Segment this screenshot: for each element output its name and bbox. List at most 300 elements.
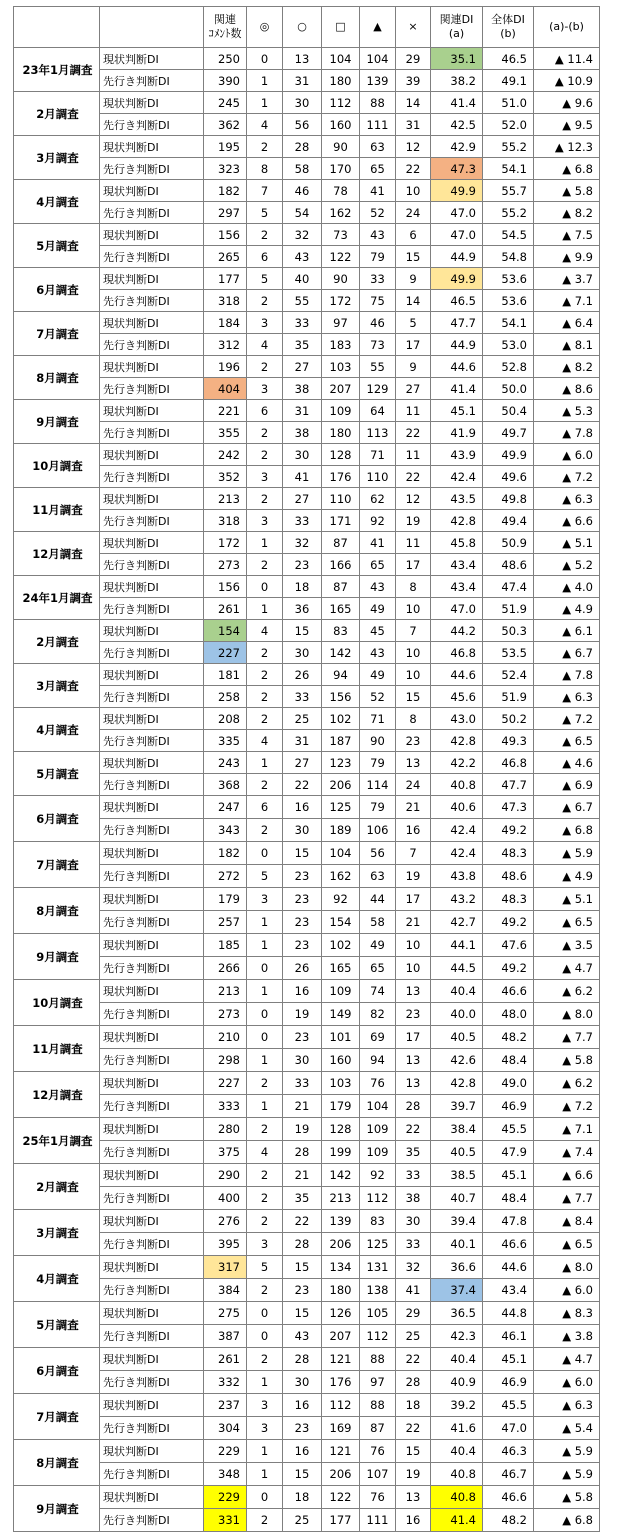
double-circle-cell: 0 [247, 842, 283, 865]
table-row [14, 1026, 600, 1049]
cross-cell: 22 [396, 1417, 431, 1440]
cross-cell: 41 [396, 1279, 431, 1302]
double-circle-cell: 2 [247, 1348, 283, 1371]
related-di-cell: 42.4 [431, 842, 483, 865]
header-related-di-text: 関連DI (a) [439, 13, 474, 40]
square-cell: 139 [322, 1210, 360, 1233]
difference-cell: ▲ 5.8 [534, 180, 600, 202]
overall-di-cell: 46.9 [483, 1371, 534, 1394]
triangle-cell: 109 [360, 1141, 396, 1164]
square-cell: 213 [322, 1187, 360, 1210]
table-row [14, 708, 600, 730]
table-row [14, 1072, 600, 1095]
di-kind-cell: 先行き判断DI [100, 422, 204, 444]
double-circle-cell: 5 [247, 202, 283, 224]
cross-cell: 15 [396, 686, 431, 708]
double-circle-cell: 2 [247, 686, 283, 708]
table-row [14, 865, 600, 888]
double-circle-cell: 1 [247, 980, 283, 1003]
related-di-cell: 40.0 [431, 1003, 483, 1026]
circle-cell: 27 [283, 488, 322, 510]
triangle-cell: 125 [360, 1233, 396, 1256]
difference-cell: ▲ 5.8 [534, 1049, 600, 1072]
square-cell: 90 [322, 268, 360, 290]
difference-cell: ▲ 8.4 [534, 1210, 600, 1233]
comment-count-cell: 387 [204, 1325, 247, 1348]
di-kind-cell: 先行き判断DI [100, 1371, 204, 1394]
double-circle-cell: 2 [247, 224, 283, 246]
header-row [14, 7, 600, 48]
table-row [14, 620, 600, 642]
triangle-cell: 87 [360, 1417, 396, 1440]
di-kind-cell: 現状判断DI [100, 92, 204, 114]
comment-count-cell: 179 [204, 888, 247, 911]
table-row [14, 1233, 600, 1256]
cross-cell: 10 [396, 598, 431, 620]
di-kind-cell: 現状判断DI [100, 268, 204, 290]
triangle-cell: 105 [360, 1302, 396, 1325]
circle-cell: 23 [283, 554, 322, 576]
overall-di-cell: 54.1 [483, 158, 534, 180]
cross-cell: 38 [396, 1187, 431, 1210]
table-row [14, 158, 600, 180]
cross-cell: 22 [396, 1118, 431, 1141]
difference-cell: ▲ 5.3 [534, 400, 600, 422]
overall-di-cell: 49.2 [483, 911, 534, 934]
circle-cell: 35 [283, 1187, 322, 1210]
square-cell: 160 [322, 114, 360, 136]
triangle-cell: 43 [360, 642, 396, 664]
triangle-cell: 49 [360, 664, 396, 686]
cross-cell: 21 [396, 796, 431, 819]
di-table-container [13, 6, 600, 1532]
di-kind-cell: 先行き判断DI [100, 1095, 204, 1118]
square-cell: 206 [322, 1463, 360, 1486]
triangle-cell: 45 [360, 620, 396, 642]
double-circle-cell: 1 [247, 1049, 283, 1072]
triangle-cell: 111 [360, 114, 396, 136]
survey-label-cell: 4月調査 [14, 1256, 100, 1302]
di-kind-cell: 現状判断DI [100, 1210, 204, 1233]
table-row [14, 356, 600, 378]
related-di-cell: 47.0 [431, 202, 483, 224]
circle-cell: 30 [283, 92, 322, 114]
circle-cell: 38 [283, 378, 322, 400]
triangle-cell: 88 [360, 92, 396, 114]
cross-cell: 6 [396, 224, 431, 246]
difference-cell: ▲ 6.9 [534, 774, 600, 796]
circle-cell: 54 [283, 202, 322, 224]
related-di-cell: 40.1 [431, 1233, 483, 1256]
triangle-cell: 109 [360, 1118, 396, 1141]
comment-count-cell: 273 [204, 1003, 247, 1026]
cross-cell: 13 [396, 980, 431, 1003]
header-comment-count-text: 関連 ｺﾒﾝﾄ数 [208, 13, 242, 40]
double-circle-cell: 2 [247, 422, 283, 444]
circle-cell: 31 [283, 730, 322, 752]
triangle-cell: 55 [360, 356, 396, 378]
table-body [14, 48, 600, 1532]
circle-cell: 23 [283, 1026, 322, 1049]
related-di-cell: 44.9 [431, 246, 483, 268]
square-cell: 97 [322, 312, 360, 334]
double-circle-cell: 3 [247, 466, 283, 488]
circle-cell: 22 [283, 1210, 322, 1233]
double-circle-cell: 6 [247, 400, 283, 422]
triangle-cell: 106 [360, 819, 396, 842]
square-cell: 126 [322, 1302, 360, 1325]
related-di-cell: 42.2 [431, 752, 483, 774]
survey-label-cell: 8月調査 [14, 888, 100, 934]
circle-cell: 30 [283, 642, 322, 664]
circle-cell: 21 [283, 1095, 322, 1118]
triangle-cell: 131 [360, 1256, 396, 1279]
circle-cell: 32 [283, 532, 322, 554]
difference-cell: ▲ 12.3 [534, 136, 600, 158]
comment-count-cell: 261 [204, 598, 247, 620]
di-kind-cell: 先行き判断DI [100, 1233, 204, 1256]
di-kind-cell: 現状判断DI [100, 576, 204, 598]
difference-cell: ▲ 8.0 [534, 1256, 600, 1279]
square-cell: 109 [322, 400, 360, 422]
double-circle-cell: 0 [247, 576, 283, 598]
cross-cell: 35 [396, 1141, 431, 1164]
comment-count-cell: 312 [204, 334, 247, 356]
cross-cell: 10 [396, 642, 431, 664]
di-kind-cell: 現状判断DI [100, 842, 204, 865]
cross-cell: 14 [396, 290, 431, 312]
square-cell: 142 [322, 642, 360, 664]
triangle-cell: 110 [360, 466, 396, 488]
circle-cell: 33 [283, 686, 322, 708]
related-di-cell: 38.5 [431, 1164, 483, 1187]
comment-count-cell: 185 [204, 934, 247, 957]
related-di-cell: 42.7 [431, 911, 483, 934]
overall-di-cell: 48.6 [483, 865, 534, 888]
difference-cell: ▲ 7.8 [534, 422, 600, 444]
triangle-cell: 111 [360, 1509, 396, 1532]
square-cell: 87 [322, 576, 360, 598]
di-kind-cell: 先行き判断DI [100, 730, 204, 752]
related-di-cell: 44.9 [431, 334, 483, 356]
table-row [14, 842, 600, 865]
survey-label-cell: 11月調査 [14, 488, 100, 532]
overall-di-cell: 51.0 [483, 92, 534, 114]
table-row [14, 1486, 600, 1509]
difference-cell: ▲ 4.9 [534, 598, 600, 620]
related-di-cell: 43.2 [431, 888, 483, 911]
comment-count-cell: 318 [204, 290, 247, 312]
overall-di-cell: 49.9 [483, 444, 534, 466]
related-di-cell: 42.6 [431, 1049, 483, 1072]
circle-cell: 26 [283, 957, 322, 980]
overall-di-cell: 45.1 [483, 1164, 534, 1187]
difference-cell: ▲ 9.6 [534, 92, 600, 114]
related-di-cell: 38.4 [431, 1118, 483, 1141]
circle-cell: 46 [283, 180, 322, 202]
square-cell: 128 [322, 1118, 360, 1141]
circle-cell: 30 [283, 1371, 322, 1394]
table-row [14, 224, 600, 246]
difference-cell: ▲ 5.9 [534, 1463, 600, 1486]
difference-cell: ▲ 9.5 [534, 114, 600, 136]
di-kind-cell: 現状判断DI [100, 1394, 204, 1417]
square-cell: 112 [322, 92, 360, 114]
circle-cell: 41 [283, 466, 322, 488]
related-di-cell: 42.5 [431, 114, 483, 136]
di-kind-cell: 先行き判断DI [100, 957, 204, 980]
difference-cell: ▲ 7.1 [534, 1118, 600, 1141]
triangle-cell: 43 [360, 576, 396, 598]
overall-di-cell: 46.7 [483, 1463, 534, 1486]
survey-label-cell: 23年1月調査 [14, 48, 100, 92]
survey-label-cell: 5月調査 [14, 224, 100, 268]
square-cell: 169 [322, 1417, 360, 1440]
overall-di-cell: 48.2 [483, 1509, 534, 1532]
di-kind-cell: 現状判断DI [100, 1440, 204, 1463]
comment-count-cell: 304 [204, 1417, 247, 1440]
square-cell: 162 [322, 865, 360, 888]
triangle-cell: 41 [360, 180, 396, 202]
table-row [14, 1118, 600, 1141]
di-kind-cell: 先行き判断DI [100, 466, 204, 488]
circle-cell: 28 [283, 1233, 322, 1256]
cross-cell: 17 [396, 1026, 431, 1049]
table-row [14, 598, 600, 620]
comment-count-cell: 266 [204, 957, 247, 980]
table-row [14, 378, 600, 400]
comment-count-cell: 261 [204, 1348, 247, 1371]
table-row [14, 1210, 600, 1233]
circle-cell: 27 [283, 752, 322, 774]
overall-di-cell: 48.6 [483, 554, 534, 576]
double-circle-cell: 0 [247, 1325, 283, 1348]
double-circle-cell: 1 [247, 532, 283, 554]
difference-cell: ▲ 6.3 [534, 488, 600, 510]
cross-cell: 23 [396, 730, 431, 752]
related-di-cell: 47.3 [431, 158, 483, 180]
circle-cell: 19 [283, 1118, 322, 1141]
table-row [14, 752, 600, 774]
circle-cell: 23 [283, 1417, 322, 1440]
square-cell: 180 [322, 70, 360, 92]
triangle-cell: 79 [360, 246, 396, 268]
overall-di-cell: 48.0 [483, 1003, 534, 1026]
cross-cell: 18 [396, 1394, 431, 1417]
square-cell: 128 [322, 444, 360, 466]
di-kind-cell: 先行き判断DI [100, 865, 204, 888]
comment-count-cell: 156 [204, 576, 247, 598]
overall-di-cell: 55.2 [483, 136, 534, 158]
di-kind-cell: 現状判断DI [100, 136, 204, 158]
circle-cell: 36 [283, 598, 322, 620]
triangle-cell: 58 [360, 911, 396, 934]
di-kind-cell: 先行き判断DI [100, 1187, 204, 1210]
table-row [14, 334, 600, 356]
circle-cell: 26 [283, 664, 322, 686]
triangle-cell: 62 [360, 488, 396, 510]
difference-cell: ▲ 5.4 [534, 1417, 600, 1440]
related-di-cell: 40.9 [431, 1371, 483, 1394]
related-di-cell: 41.6 [431, 1417, 483, 1440]
difference-cell: ▲ 5.9 [534, 842, 600, 865]
triangle-cell: 97 [360, 1371, 396, 1394]
table-row [14, 911, 600, 934]
related-di-cell: 43.8 [431, 865, 483, 888]
square-cell: 103 [322, 1072, 360, 1095]
square-cell: 180 [322, 1279, 360, 1302]
triangle-cell: 138 [360, 1279, 396, 1302]
survey-label-cell: 9月調査 [14, 934, 100, 980]
double-circle-cell: 7 [247, 180, 283, 202]
survey-label-cell: 5月調査 [14, 752, 100, 796]
difference-cell: ▲ 6.5 [534, 730, 600, 752]
difference-cell: ▲ 8.0 [534, 1003, 600, 1026]
comment-count-cell: 390 [204, 70, 247, 92]
cross-cell: 13 [396, 1486, 431, 1509]
difference-cell: ▲ 8.1 [534, 334, 600, 356]
cross-cell: 8 [396, 708, 431, 730]
double-circle-cell: 0 [247, 1302, 283, 1325]
header-triangle: ▲ [360, 7, 396, 48]
header-difference: (a)-(b) [534, 7, 600, 48]
triangle-cell: 65 [360, 158, 396, 180]
square-cell: 154 [322, 911, 360, 934]
double-circle-cell: 4 [247, 730, 283, 752]
square-cell: 149 [322, 1003, 360, 1026]
circle-cell: 15 [283, 842, 322, 865]
di-kind-cell: 現状判断DI [100, 620, 204, 642]
overall-di-cell: 49.6 [483, 466, 534, 488]
cross-cell: 23 [396, 1003, 431, 1026]
survey-label-cell: 6月調査 [14, 1348, 100, 1394]
overall-di-cell: 53.6 [483, 268, 534, 290]
overall-di-cell: 54.1 [483, 312, 534, 334]
difference-cell: ▲ 6.0 [534, 1279, 600, 1302]
square-cell: 142 [322, 1164, 360, 1187]
double-circle-cell: 2 [247, 664, 283, 686]
survey-label-cell: 4月調査 [14, 180, 100, 224]
square-cell: 206 [322, 774, 360, 796]
cross-cell: 25 [396, 1325, 431, 1348]
difference-cell: ▲ 8.2 [534, 356, 600, 378]
double-circle-cell: 2 [247, 488, 283, 510]
triangle-cell: 43 [360, 224, 396, 246]
di-kind-cell: 現状判断DI [100, 888, 204, 911]
circle-cell: 38 [283, 422, 322, 444]
header-square: □ [322, 7, 360, 48]
comment-count-cell: 245 [204, 92, 247, 114]
di-kind-cell: 現状判断DI [100, 532, 204, 554]
double-circle-cell: 0 [247, 957, 283, 980]
related-di-cell: 44.2 [431, 620, 483, 642]
triangle-cell: 52 [360, 202, 396, 224]
cross-cell: 33 [396, 1164, 431, 1187]
comment-count-cell: 182 [204, 842, 247, 865]
di-kind-cell: 先行き判断DI [100, 290, 204, 312]
comment-count-cell: 290 [204, 1164, 247, 1187]
table-row [14, 934, 600, 957]
difference-cell: ▲ 10.9 [534, 70, 600, 92]
overall-di-cell: 52.8 [483, 356, 534, 378]
double-circle-cell: 2 [247, 1164, 283, 1187]
overall-di-cell: 44.8 [483, 1302, 534, 1325]
difference-cell: ▲ 7.4 [534, 1141, 600, 1164]
related-di-cell: 42.8 [431, 510, 483, 532]
header-related-di [431, 7, 483, 48]
related-di-cell: 44.5 [431, 957, 483, 980]
di-kind-cell: 先行き判断DI [100, 246, 204, 268]
table-row [14, 957, 600, 980]
circle-cell: 23 [283, 934, 322, 957]
survey-label-cell: 7月調査 [14, 842, 100, 888]
cross-cell: 12 [396, 488, 431, 510]
cross-cell: 30 [396, 1210, 431, 1233]
comment-count-cell: 335 [204, 730, 247, 752]
survey-label-cell: 11月調査 [14, 1026, 100, 1072]
overall-di-cell: 48.3 [483, 888, 534, 911]
comment-count-cell: 355 [204, 422, 247, 444]
table-row [14, 1394, 600, 1417]
triangle-cell: 76 [360, 1072, 396, 1095]
circle-cell: 16 [283, 1394, 322, 1417]
difference-cell: ▲ 4.6 [534, 752, 600, 774]
circle-cell: 30 [283, 1049, 322, 1072]
table-row [14, 1256, 600, 1279]
cross-cell: 11 [396, 400, 431, 422]
overall-di-cell: 47.0 [483, 1417, 534, 1440]
difference-cell: ▲ 7.5 [534, 224, 600, 246]
double-circle-cell: 2 [247, 819, 283, 842]
table-row [14, 136, 600, 158]
square-cell: 101 [322, 1026, 360, 1049]
comment-count-cell: 242 [204, 444, 247, 466]
square-cell: 109 [322, 980, 360, 1003]
triangle-cell: 73 [360, 334, 396, 356]
triangle-cell: 92 [360, 510, 396, 532]
double-circle-cell: 1 [247, 92, 283, 114]
cross-cell: 39 [396, 70, 431, 92]
difference-cell: ▲ 8.3 [534, 1302, 600, 1325]
square-cell: 83 [322, 620, 360, 642]
overall-di-cell: 49.2 [483, 957, 534, 980]
difference-cell: ▲ 5.8 [534, 1486, 600, 1509]
square-cell: 94 [322, 664, 360, 686]
triangle-cell: 79 [360, 796, 396, 819]
circle-cell: 25 [283, 708, 322, 730]
square-cell: 172 [322, 290, 360, 312]
overall-di-cell: 51.9 [483, 598, 534, 620]
triangle-cell: 49 [360, 598, 396, 620]
overall-di-cell: 50.4 [483, 400, 534, 422]
double-circle-cell: 2 [247, 1509, 283, 1532]
overall-di-cell: 48.3 [483, 842, 534, 865]
circle-cell: 56 [283, 114, 322, 136]
comment-count-cell: 213 [204, 488, 247, 510]
table-row [14, 180, 600, 202]
related-di-cell: 40.4 [431, 980, 483, 1003]
double-circle-cell: 5 [247, 1256, 283, 1279]
comment-count-cell: 229 [204, 1440, 247, 1463]
circle-cell: 58 [283, 158, 322, 180]
cross-cell: 31 [396, 114, 431, 136]
cross-cell: 10 [396, 180, 431, 202]
related-di-cell: 36.5 [431, 1302, 483, 1325]
difference-cell: ▲ 7.2 [534, 1095, 600, 1118]
table-row [14, 510, 600, 532]
square-cell: 170 [322, 158, 360, 180]
comment-count-cell: 298 [204, 1049, 247, 1072]
